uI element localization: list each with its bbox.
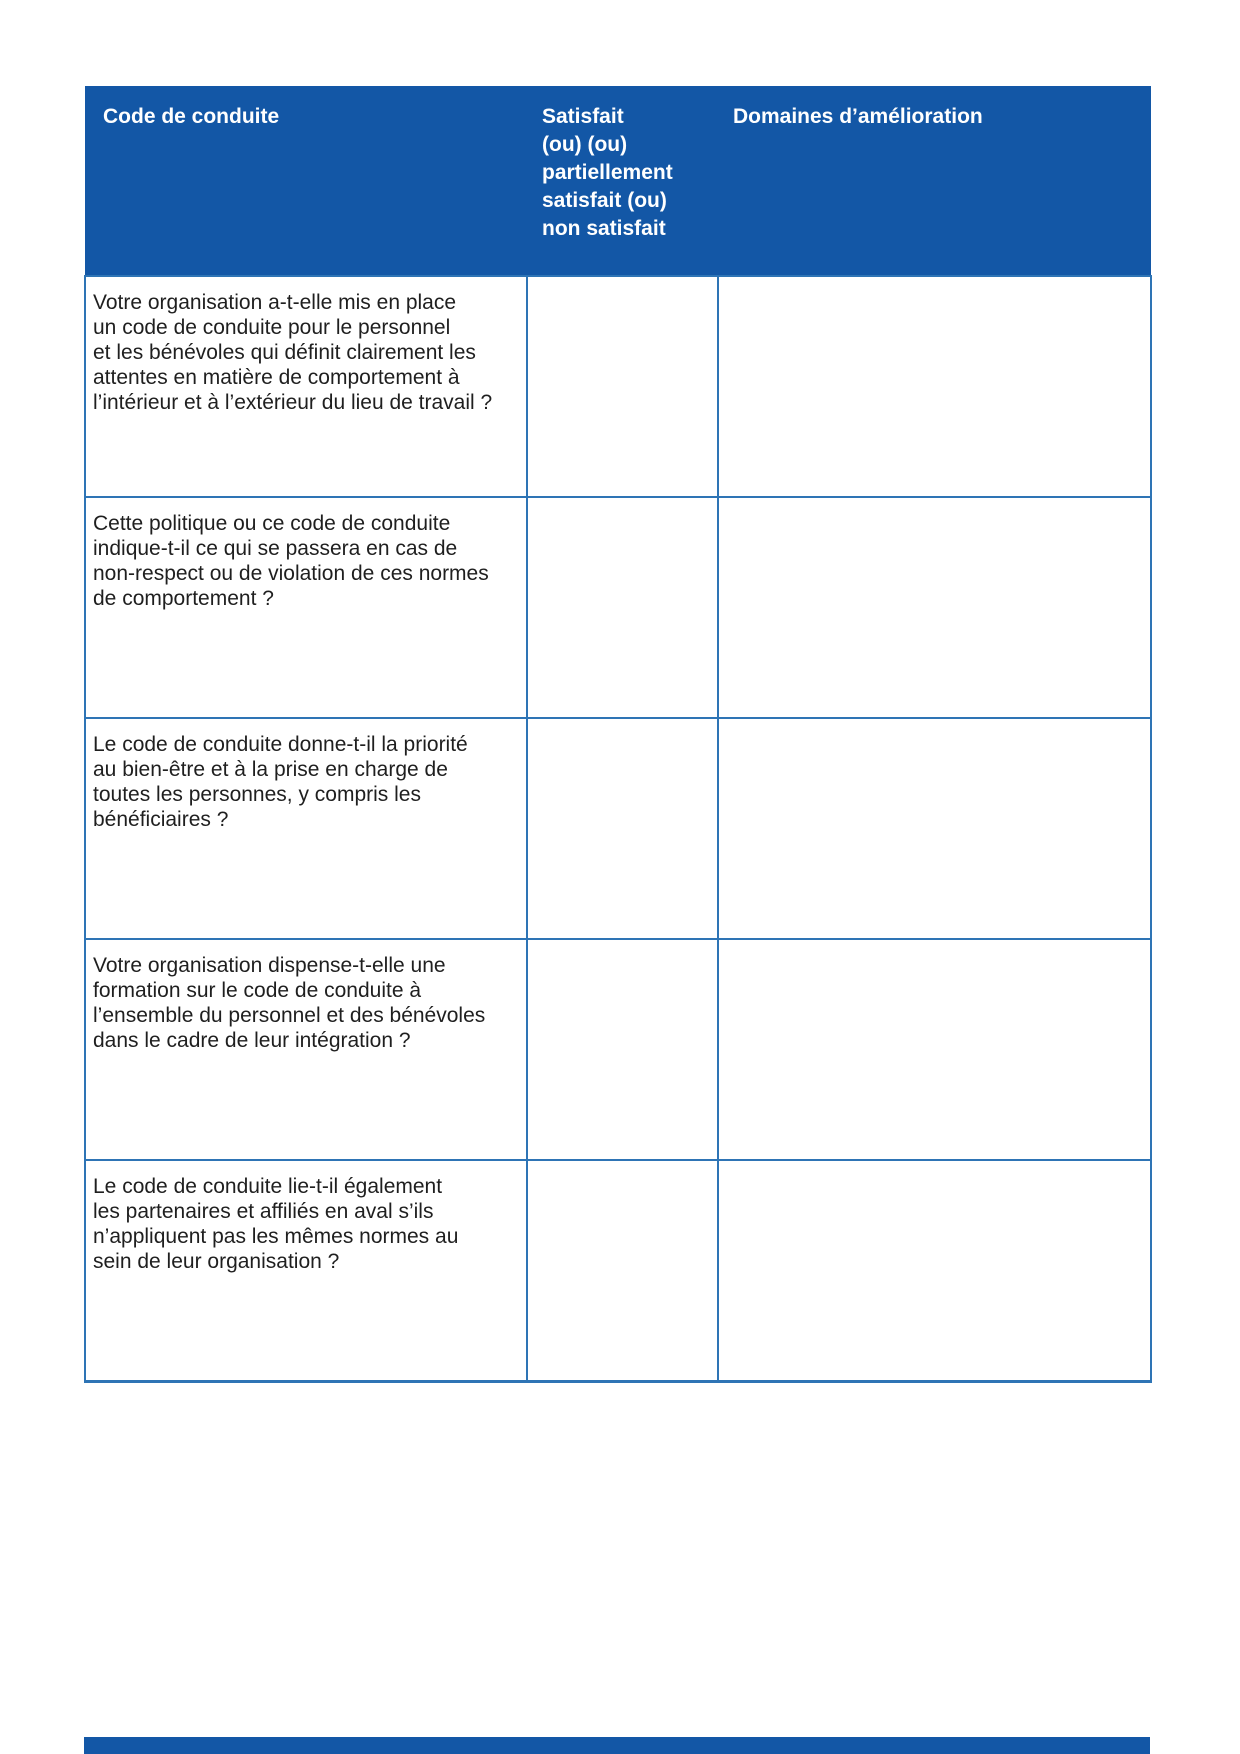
improvement-cell [718, 939, 1151, 1160]
status-cell [527, 1160, 718, 1381]
table-row [85, 276, 1151, 497]
status-cell [527, 718, 718, 939]
status-cell [527, 276, 718, 497]
question-cell: Votre organisation dispense-t-elle une formation sur le code de conduite à l’ensemble du personnel et des bénévoles dans le cadre de leur intégration ? [85, 939, 527, 1160]
question-cell: Le code de conduite donne-t-il la priorité au bien-être et à la prise en charge de toutes les personnes, y compris les bénéficiaires ? [85, 718, 527, 939]
table-row [85, 497, 1151, 718]
improvement-cell [718, 276, 1151, 497]
improvement-cell [718, 497, 1151, 718]
improvement-cell [718, 718, 1151, 939]
table-header-row [85, 86, 1151, 276]
table-row [85, 939, 1151, 1160]
column-header-improvement: Domaines d’amélioration [718, 86, 1151, 276]
next-page-table-header-strip [84, 1737, 1150, 1754]
table-row [85, 1160, 1151, 1381]
column-header-code-de-conduite: Code de conduite [85, 86, 527, 276]
question-cell: Le code de conduite lie-t-il également les partenaires et affiliés en aval s’ils n’appliquent pas les mêmes normes au sein de leur organisation ? [85, 1160, 527, 1381]
status-cell [527, 939, 718, 1160]
status-cell [527, 497, 718, 718]
question-cell: Cette politique ou ce code de conduite indique-t-il ce qui se passera en cas de non-respect ou de violation de ces normes de comportement ? [85, 497, 527, 718]
table-row [85, 718, 1151, 939]
code-of-conduct-table [84, 86, 1152, 1383]
question-cell: Votre organisation a-t-elle mis en place un code de conduite pour le personnel et les bénévoles qui définit clairement les attentes en matière de comportement à l’intérieur et à l’extérieur du lieu de travail ? [85, 276, 527, 497]
column-header-status: Satisfait (ou) (ou) partiellement satisfait (ou) non satisfait [527, 86, 718, 276]
improvement-cell [718, 1160, 1151, 1381]
